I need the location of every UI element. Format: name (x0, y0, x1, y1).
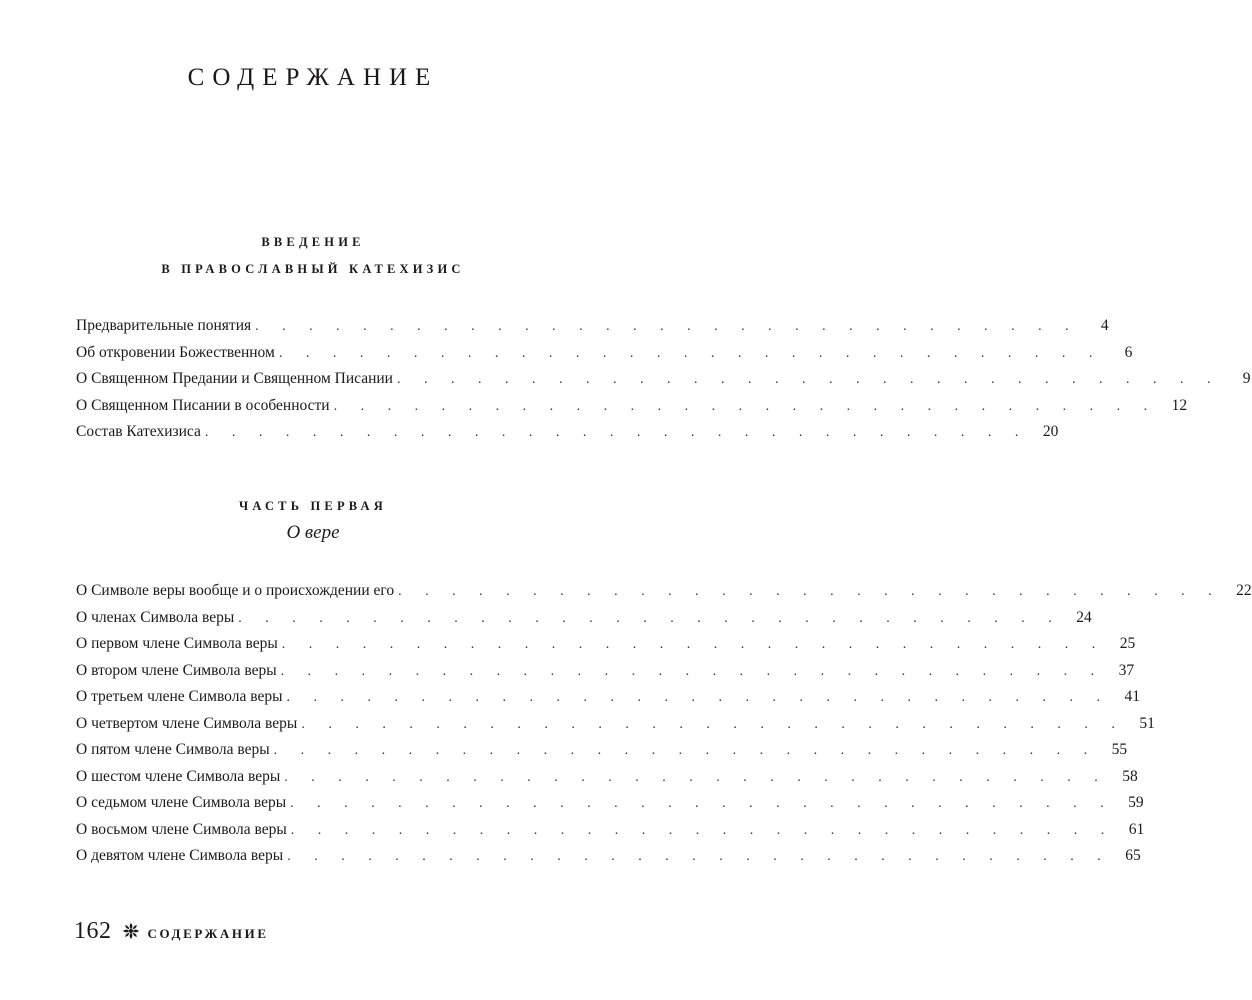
toc-entry-title: О четвертом члене Символа веры (76, 711, 301, 738)
part1-heading-label: ЧАСТЬ ПЕРВАЯ (238, 499, 388, 513)
dot-leader: . . . . . . . . . . . . . . . . . . . . . . . . . . . . . . . (281, 637, 1106, 652)
toc-entry-page: 12 (1171, 396, 1188, 414)
toc-entry[interactable] (76, 578, 1252, 605)
dot-leader: . . . . . . . . . . . . . . . . . . . . . . . . . . . . . . . (290, 796, 1114, 811)
toc-entry-page: 41 (1124, 688, 1140, 705)
toc-entry[interactable] (76, 419, 1059, 446)
toc-entry[interactable] (76, 711, 1155, 738)
toc-entry-title: О Символе веры вообще и о происхождении его (76, 578, 398, 605)
dot-leader: . . . . . . . . . . . . . . . . . . . . . . . . . . . . . . . (301, 716, 1125, 732)
toc-entry-page: 51 (1139, 714, 1155, 732)
dot-leader: . . . . . . . . . . . . . . . . . . . . . . . . . . . . . . . (290, 822, 1115, 838)
toc-entry[interactable] (76, 658, 1135, 685)
toc-entry-title: О восьмом члене Символа веры (76, 817, 291, 844)
dot-leader: . . . . . . . . . . . . . . . . . . . . . . . . . . . . . . . (396, 372, 1221, 387)
dot-leader: . . . . . . . . . . . . . . . . . . . . . . . . . . . . . . . (333, 398, 1158, 414)
floral-ornament-icon (122, 922, 140, 940)
toc-entry[interactable] (76, 631, 1136, 658)
dot-leader: . . . . . . . . . . . . . . . . . . . . . . . . . . . . . . . (280, 663, 1105, 679)
dot-leader: . . . . . . . . . . . . . . . . . . . . . . . . . . . . . . . (284, 769, 1108, 785)
intro-heading-line2: В ПРАВОСЛАВНЫЙ КАТЕХИЗИС (161, 262, 465, 276)
dot-leader: . . . . . . . . . . . . . . . . . . . . . . . . . . . . . . . (255, 319, 1079, 334)
toc-entry-title: О втором члене Символа веры (76, 658, 281, 685)
toc-entry-title: Состав Катехизиса (76, 419, 205, 446)
toc-entry-page: 37 (1118, 661, 1135, 679)
running-title: СОДЕРЖАНИЕ (147, 926, 269, 941)
toc-entry-title: Предварительные понятия (76, 313, 255, 340)
toc-entry-page: 55 (1111, 741, 1128, 758)
page-footer (74, 918, 269, 945)
toc-entry-page: 58 (1122, 767, 1138, 785)
toc-entry-page: 24 (1076, 608, 1092, 626)
page-number: 162 (74, 918, 112, 944)
dot-leader: . . . . . . . . . . . . . . . . . . . . . . . . . . . . . . . (398, 584, 1222, 599)
dot-leader: . . . . . . . . . . . . . . . . . . . . . . . . . . . . . . . (273, 743, 1098, 758)
dot-leader: . . . . . . . . . . . . . . . . . . . . . . . . . . . . . . . (204, 425, 1029, 440)
toc-entry[interactable] (76, 393, 1188, 420)
toc-entry-title: О Священном Предании и Священном Писании (76, 366, 397, 393)
toc-entry-title: О третьем члене Символа веры (76, 684, 287, 711)
toc-entry[interactable] (76, 790, 1144, 817)
toc-entry-page: 65 (1125, 847, 1141, 864)
toc-entry-title: О членах Символа веры (76, 605, 238, 632)
toc-entry[interactable] (76, 817, 1145, 844)
toc-entry-page: 4 (1100, 317, 1109, 334)
toc-entry-title: Об откровении Божественном (76, 340, 279, 367)
toc-entry-title: О первом члене Символа веры (76, 631, 282, 658)
intro-heading-line1: ВВЕДЕНИЕ (261, 235, 365, 249)
toc-entry-title: О пятом члене Символа веры (76, 737, 274, 764)
toc-entry[interactable] (76, 366, 1251, 393)
dot-leader: . . . . . . . . . . . . . . . . . . . . . . . . . . . . . . . (238, 610, 1062, 626)
page-title: СОДЕРЖАНИЕ (187, 64, 439, 91)
toc-entry[interactable] (76, 684, 1140, 711)
toc-entry-page: 22 (1236, 582, 1252, 599)
toc-entry-title: О девятом члене Символа веры (76, 843, 287, 870)
toc-entry-title: О Священном Писании в особенности (76, 393, 334, 420)
toc-entry-page: 59 (1128, 794, 1144, 811)
toc-entry[interactable] (76, 313, 1109, 340)
toc-entry-page: 61 (1128, 820, 1145, 838)
toc-entry[interactable] (76, 843, 1141, 870)
dot-leader: . . . . . . . . . . . . . . . . . . . . . . . . . . . . . . . (278, 345, 1103, 361)
intro-toc-list (76, 313, 1251, 446)
toc-entry-title: О шестом члене Символа веры (76, 764, 284, 791)
dot-leader: . . . . . . . . . . . . . . . . . . . . . . . . . . . . . . . (286, 690, 1110, 705)
toc-entry[interactable] (76, 605, 1092, 632)
toc-entry-page: 6 (1124, 343, 1133, 361)
toc-entry-page: 25 (1119, 635, 1136, 652)
toc-entry-page: 20 (1042, 423, 1059, 440)
part1-toc-list (76, 578, 1252, 870)
toc-entry[interactable] (76, 340, 1133, 367)
toc-entry-page: 9 (1242, 370, 1251, 387)
toc-entry[interactable] (76, 737, 1128, 764)
part1-heading-title: О вере (286, 522, 340, 543)
dot-leader: . . . . . . . . . . . . . . . . . . . . . . . . . . . . . . . (287, 849, 1111, 864)
toc-entry-title: О седьмом члене Символа веры (76, 790, 290, 817)
toc-entry[interactable] (76, 764, 1138, 791)
